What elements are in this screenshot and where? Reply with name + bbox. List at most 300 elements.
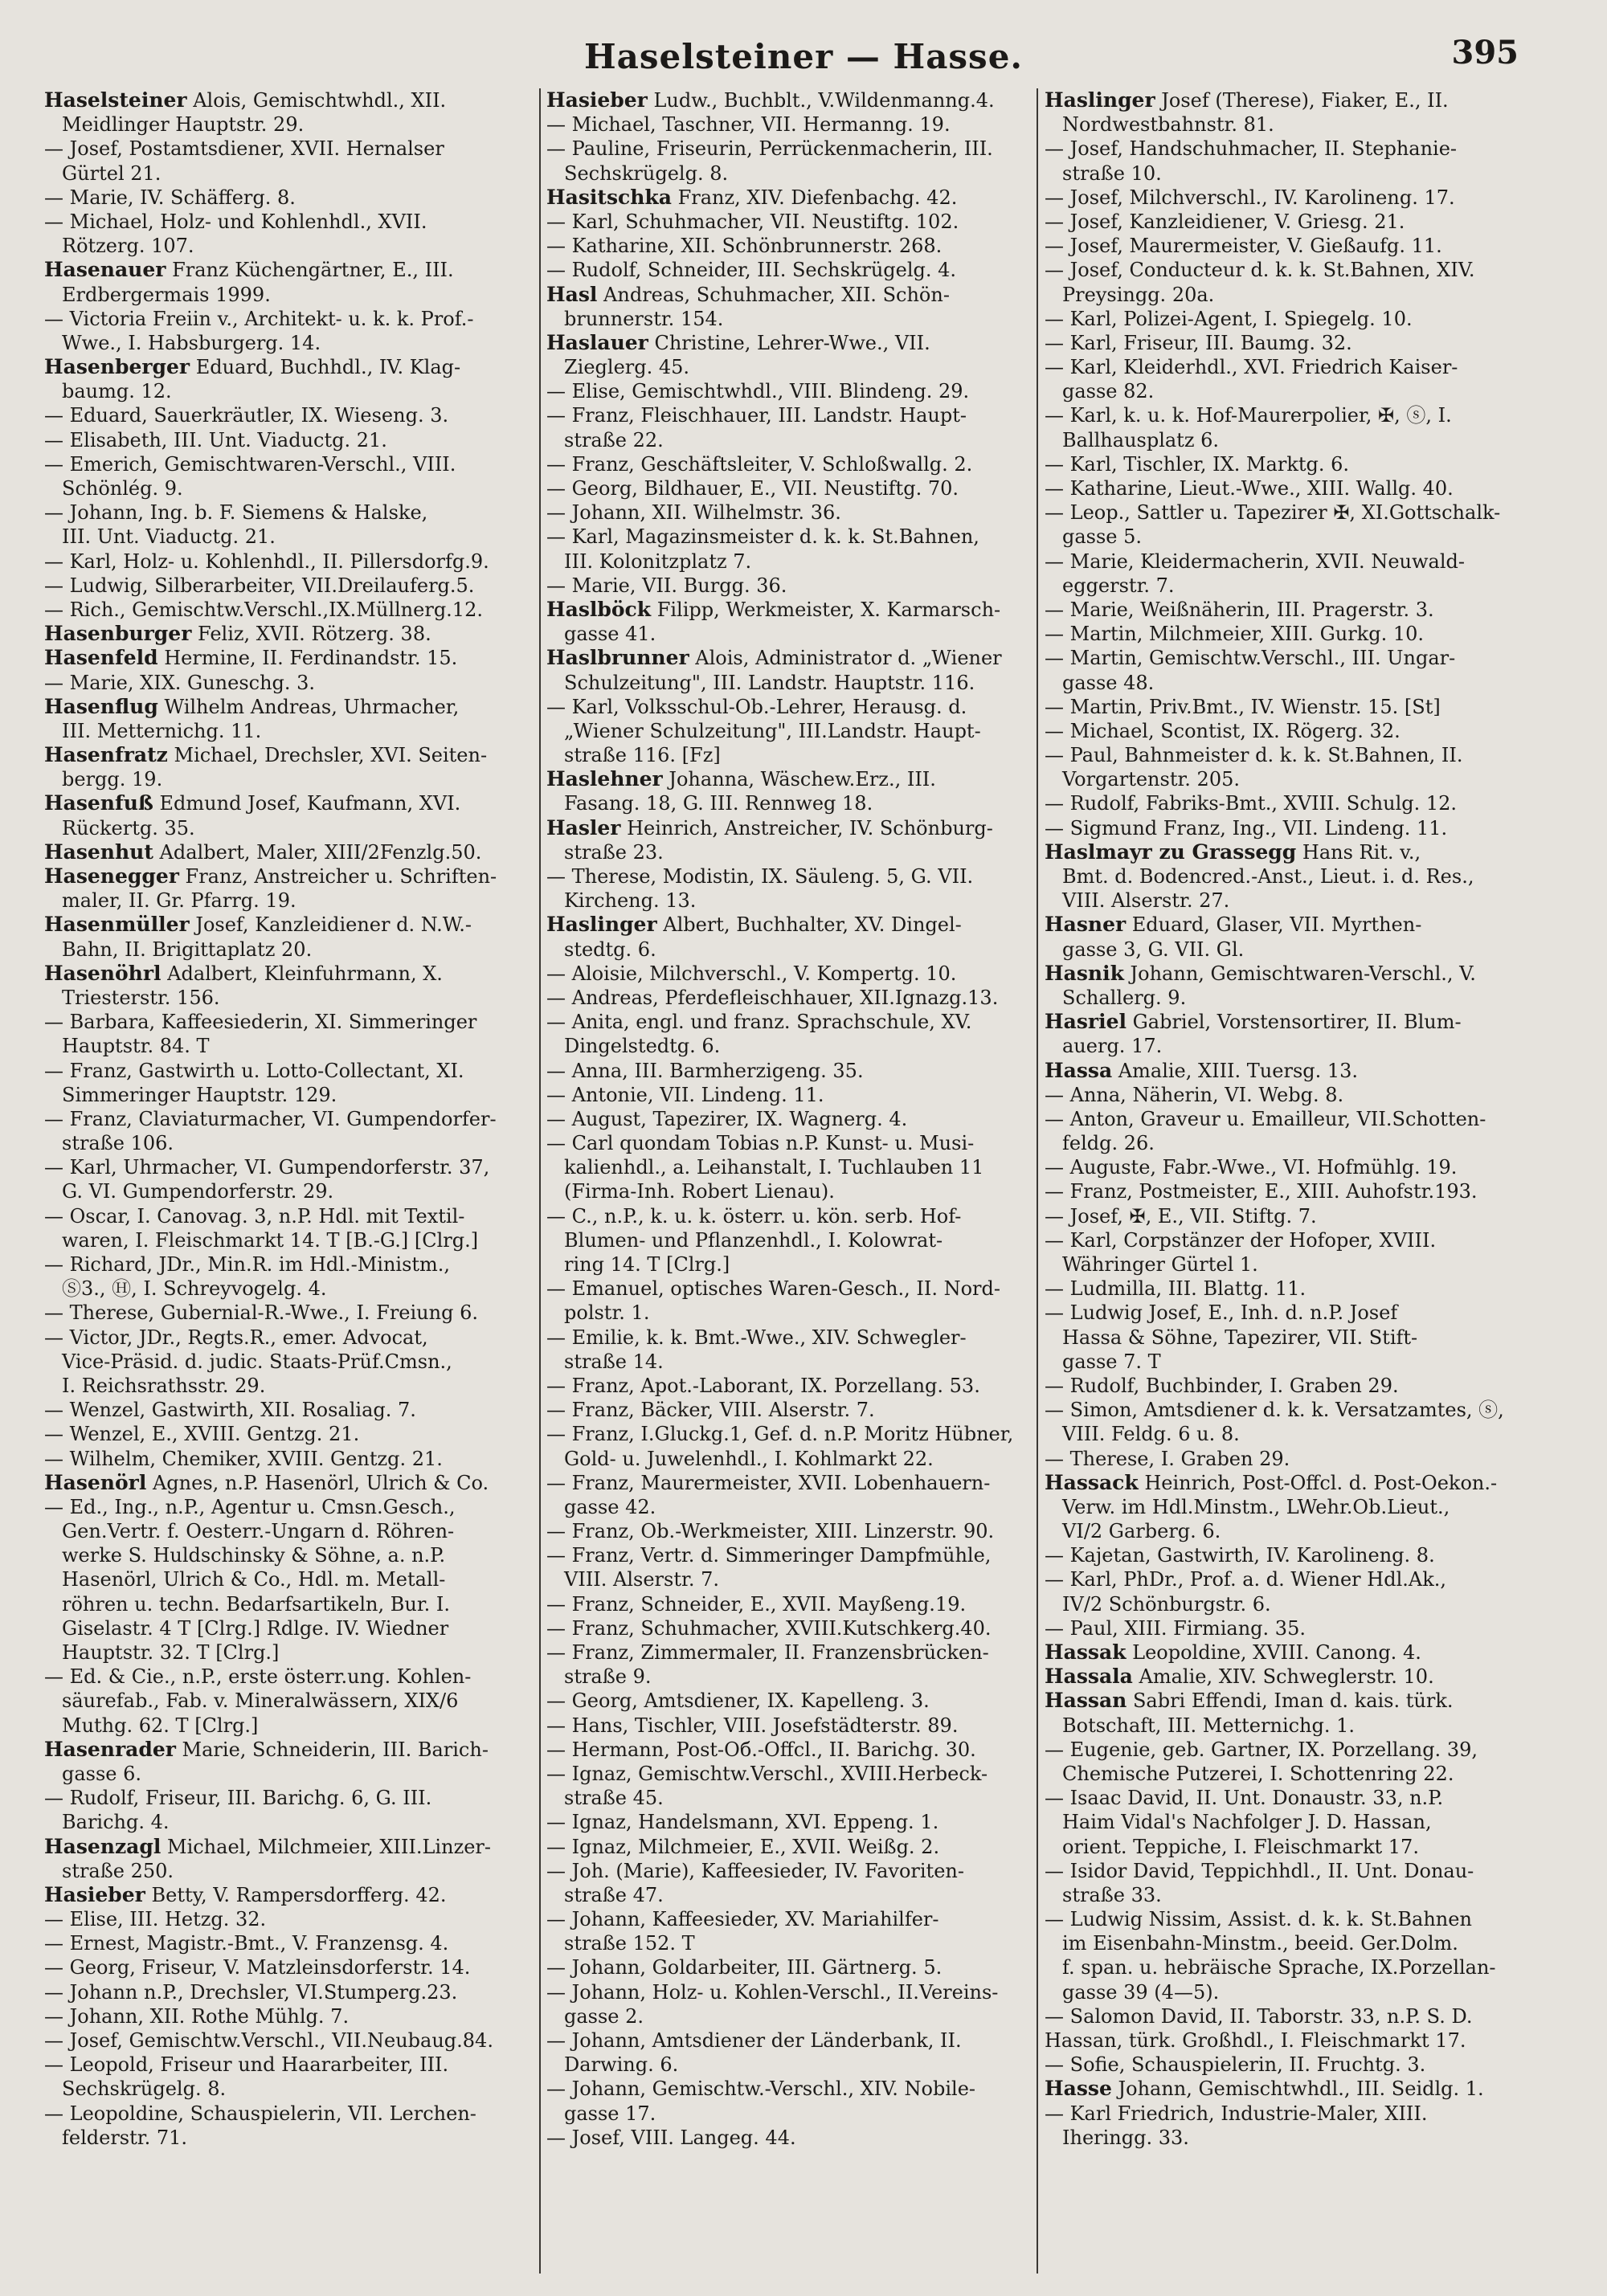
directory-line [44,1301,550,1325]
entry-text: — Auguste, Fabr.-Wwe., VI. Hofmühlg. 19. [1045,1156,1458,1179]
entry-text: — Franz, Schneider, E., XVII. Mayßeng.19. [546,1592,967,1616]
directory-line [1045,574,1551,598]
directory-line [1045,1859,1551,1883]
surname: Hasitschka [546,185,672,209]
directory-line [1045,1301,1551,1325]
page-number: 395 [1451,34,1519,71]
directory-line [1045,1034,1551,1058]
entry-text: Edmund Josef, Kaufmann, XVI. [153,792,461,815]
directory-line [44,719,550,743]
entry-text: Erdbergermais 1999. [62,283,271,306]
entry-text: — Leopold, Friseur und Haararbeiter, III. [44,2053,449,2077]
directory-line [44,1931,550,1955]
entry-text: — Franz, Apot.-Laborant, IX. Porzellang. 53. [546,1374,980,1397]
entry-text: — Eugenie, geb. Gartner, IX. Porzellang. 39, [1045,1738,1478,1761]
entry-text: — Johann, Gemischtw.-Verschl., XIV. Nobile- [546,2077,976,2101]
entry-text: straße 33. [1062,1883,1162,1906]
directory-line [44,379,550,403]
entry-text: Michael, Drechsler, XVI. Seiten- [167,744,488,767]
directory-line [1045,1179,1551,1203]
entry-text: Schallerg. 9. [1062,986,1187,1009]
column-3 [1045,88,1551,2150]
directory-entry-head [44,840,550,864]
directory-entry-head [44,695,550,719]
surname: Haslinger [1045,88,1155,112]
page-title: Haselsteiner — Hasse. [583,37,1024,76]
directory-line [1045,2004,1551,2028]
directory-line [546,1616,1053,1640]
entry-text: — Franz, Fleischhauer, III. Landstr. Haupt- [546,404,967,427]
directory-entry-head [546,598,1053,622]
entry-text: — Pauline, Friseurin, Perrückenmacherin, III. [546,137,993,161]
entry-text: — Franz, Vertr. d. Simmeringer Dampfmühle, [546,1544,992,1567]
entry-text: Albert, Buchhalter, XV. Dingel- [656,913,962,937]
entry-text: — Josef, Postamtsdiener, XVII. Hernalser [44,137,444,161]
surname: Haslehner [546,767,663,791]
directory-line [44,816,550,840]
entry-text: gasse 7. T [1062,1350,1161,1373]
directory-line [1045,1277,1551,1301]
surname: Hasieber [546,88,648,112]
entry-text: — Ernest, Magistr.-Bmt., V. Franzensg. 4. [44,1932,449,1955]
entry-text: — Victoria Freiin v., Architekt- u. k. k. Prof.- [44,307,474,330]
directory-line [44,598,550,622]
directory-line [44,574,550,598]
entry-text: — Johann n.P., Drechsler, VI.Stumperg.23. [44,1980,458,2004]
entry-text: Alois, Administrator d. „Wiener [689,647,1002,670]
entry-text: (Firma-Inh. Robert Lienau). [564,1180,835,1203]
entry-text: eggerstr. 7. [1062,574,1175,597]
entry-text: Christine, Lehrer-Wwe., VII. [648,331,930,354]
entry-text: waren, I. Fleischmarkt 14. T [B.-G.] [Clrg.] [62,1228,479,1252]
entry-text: straße 23. [564,840,664,864]
directory-line [546,379,1053,403]
directory-line [44,1714,550,1738]
directory-line [546,549,1053,574]
directory-line [546,1131,1053,1155]
directory-line [44,525,550,549]
entry-text: gasse 17. [564,2102,656,2125]
entry-text: Agnes, n.P. Hasenörl, Ulrich & Co. [146,1471,489,1494]
directory-entry-head [1045,1689,1551,1713]
entry-text: Simmeringer Hauptstr. 129. [62,1083,337,1106]
directory-line [1045,1616,1551,1640]
directory-line [546,1567,1053,1591]
entry-text: III. Metternichg. 11. [62,719,262,742]
directory-entry-head [1045,913,1551,937]
entry-text: — Katharine, Lieut.-Wwe., XIII. Wallg. 40. [1045,477,1454,500]
directory-line [1045,1567,1551,1591]
directory-line [546,210,1053,234]
directory-line [546,1228,1053,1252]
entry-text: — Karl, Uhrmacher, VI. Gumpendorferstr. 37, [44,1156,490,1179]
directory-line [1045,598,1551,622]
directory-line [44,500,550,525]
surname: Hasenburger [44,622,192,646]
entry-text: gasse 3, G. VII. Gl. [1062,938,1245,961]
directory-line [44,161,550,186]
entry-text: — Antonie, VII. Lindeng. 11. [546,1083,824,1106]
directory-entry-head [546,88,1053,112]
directory-line [1045,1883,1551,1907]
entry-text: — Franz, Postmeister, E., XIII. Auhofstr.193. [1045,1180,1478,1203]
surname: Haselsteiner [44,88,187,112]
directory-line [1045,379,1551,403]
entry-text: Eduard, Buchhdl., IV. Klag- [190,356,461,379]
entry-text: — Johann, Amtsdiener der Länderbank, II. [546,2029,962,2052]
entry-text: Kircheng. 13. [564,889,697,913]
entry-text: straße 10. [1062,161,1162,185]
entry-text: — Ludwig Nissim, Assist. d. k. k. St.Bahnen [1045,1908,1472,1931]
directory-entry-head [546,283,1053,307]
entry-text: Franz Küchengärtner, E., III. [166,259,454,282]
directory-line [1045,816,1551,840]
directory-line [44,1350,550,1374]
directory-line [546,307,1053,331]
directory-line [44,1204,550,1228]
surname: Haslauer [546,330,648,354]
directory-line [1045,1762,1551,1786]
entry-text: Währinger Gürtel 1. [1062,1253,1258,1276]
surname: Haslböck [546,597,652,621]
directory-line [1045,525,1551,549]
directory-entry-head [546,646,1053,670]
entry-text: Hans Rit. v., [1296,840,1421,864]
entry-text: — Georg, Bildhauer, E., VII. Neustiftg. 70. [546,477,959,500]
entry-text: Bmt. d. Bodencred.-Anst., Lieut. i. d. Res., [1062,865,1474,888]
entry-text: — Therese, Gubernial-R.-Wwe., I. Freiung 6. [44,1301,478,1325]
surname: Hasieber [44,1882,145,1906]
surname: Hasenzagl [44,1834,162,1858]
directory-line [1045,307,1551,331]
directory-line [44,1252,550,1277]
entry-text: Wwe., I. Habsburgerg. 14. [62,331,321,354]
entry-text: straße 47. [564,1883,664,1906]
directory-line [44,1059,550,1083]
directory-entry-head [44,1883,550,1907]
directory-line [1045,355,1551,379]
directory-entry-head [44,258,550,282]
entry-text: — Paul, XIII. Firmiang. 35. [1045,1616,1306,1640]
entry-text: — Karl, Corpstänzer der Hofoper, XVIII. [1045,1228,1437,1252]
directory-line [1045,1592,1551,1616]
directory-line [546,2053,1053,2077]
entry-text: Iheringg. 33. [1062,2126,1189,2149]
entry-text: — Marie, IV. Schäfferg. 8. [44,186,296,209]
entry-text: Rötzerg. 107. [62,235,194,258]
entry-text: — Johann, Goldarbeiter, III. Gärtnerg. 5. [546,1956,943,1979]
directory-line [546,791,1053,815]
entry-text: — Emerich, Gemischtwaren-Verschl., VIII. [44,452,456,476]
entry-text: Darwing. 6. [564,2053,679,2077]
entry-text: säurefab., Fab. v. Mineralwässern, XIX/6 [62,1689,459,1713]
entry-text: — Rudolf, Friseur, III. Barichg. 6, G. III. [44,1787,432,1810]
entry-text: — Emanuel, optisches Waren-Gesch., II. Nord- [546,1277,1000,1301]
surname: Hasse [1045,2077,1112,2101]
entry-text: Betty, V. Rampersdorfferg. 42. [145,1883,447,1906]
directory-line [1045,1131,1551,1155]
entry-text: — Karl, k. u. k. Hof-Maurerpolier, ✠, ⓢ, I. [1045,404,1452,427]
entry-text: — August, Tapezirer, IX. Wagnerg. 4. [546,1107,908,1130]
directory-entry-head [44,1738,550,1762]
entry-text: Eduard, Glaser, VII. Myrthen- [1126,913,1422,937]
entry-text: Bahn, II. Brigittaplatz 20. [62,938,313,961]
page-header [0,31,1607,79]
entry-text: — Franz, Claviaturmacher, VI. Gumpendorfer- [44,1107,497,1130]
entry-text: Gold- u. Juwelenhdl., I. Kohlmarkt 22. [564,1447,934,1470]
directory-line [546,671,1053,695]
directory-line [1045,791,1551,815]
directory-line [1045,986,1551,1010]
entry-text: Leopoldine, XVIII. Canong. 4. [1126,1641,1421,1664]
entry-text: — Josef, Conducteur d. k. k. St.Bahnen, XIV. [1045,259,1475,282]
surname: Hasenörl [44,1470,147,1494]
directory-line [546,355,1053,379]
surname: Hasenfeld [44,646,158,670]
entry-text: Wilhelm Andreas, Uhrmacher, [157,695,460,718]
directory-line [44,1083,550,1107]
directory-line [546,234,1053,258]
directory-line [546,622,1053,646]
directory-line [44,1155,550,1179]
entry-text: — Ignaz, Handelsmann, XVI. Eppeng. 1. [546,1811,939,1834]
entry-text: — Wenzel, E., XVIII. Gentzg. 21. [44,1423,360,1446]
entry-text: Ballhausplatz 6. [1062,428,1219,451]
directory-entry-head [44,864,550,889]
directory-line [1045,622,1551,646]
entry-text: — Karl, PhDr., Prof. a. d. Wiener Hdl.Ak., [1045,1568,1447,1591]
entry-text: — Franz, Geschäftsleiter, V. Schloßwallg. 2. [546,452,973,476]
entry-text: — Karl, Polizei-Agent, I. Spiegelg. 10. [1045,307,1413,330]
entry-text: Franz, Anstreicher u. Schriften- [178,865,497,888]
entry-text: ring 14. T [Clrg.] [564,1253,730,1276]
directory-line [44,2028,550,2053]
entry-text: — Ignaz, Gemischtw.Verschl., XVIII.Herbeck- [546,1762,988,1785]
entry-text: Chemische Putzerei, I. Schottenring 22. [1062,1762,1454,1785]
entry-text: straße 116. [Fz] [564,744,721,767]
directory-line [1045,1398,1551,1422]
directory-line [44,283,550,307]
directory-line [44,1495,550,1519]
entry-text: Adalbert, Maler, XIII/2Fenzlg.50. [153,840,482,864]
directory-line [1045,1786,1551,1810]
entry-text: — Franz, Maurermeister, XVII. Lobenhauern- [546,1471,991,1494]
entry-text: Schönlég. 9. [62,477,183,500]
entry-text: — Martin, Milchmeier, XIII. Gurkg. 10. [1045,623,1424,646]
entry-text: — Andreas, Pferdefleischhauer, XII.Ignazg.13. [546,986,999,1009]
entry-text: Sabri Effendi, Iman d. kais. türk. [1127,1689,1454,1713]
directory-line [44,1592,550,1616]
directory-line [1045,1980,1551,2004]
directory-line [44,2102,550,2126]
directory-line [1045,1738,1551,1762]
entry-text: VI/2 Garberg. 6. [1062,1520,1221,1543]
entry-text: — Barbara, Kaffeesiederin, XI. Simmeringer [44,1011,477,1034]
directory-line [44,2077,550,2101]
entry-text: Heinrich, Anstreicher, IV. Schönburg- [620,816,993,840]
surname: Hassan [1045,1689,1127,1713]
directory-line [546,1738,1053,1762]
directory-line [546,1059,1053,1083]
entry-text: Gürtel 21. [62,161,162,185]
entry-text: — Josef, Kanzleidiener, V. Griesg. 21. [1045,210,1405,233]
directory-line [44,1447,550,1471]
directory-line [546,986,1053,1010]
entry-text: — Rich., Gemischtw.Verschl.,IX.Müllnerg.12. [44,598,483,621]
entry-text: Filipp, Werkmeister, X. Karmarsch- [651,598,1001,621]
directory-line [1045,695,1551,719]
directory-line [44,1907,550,1931]
directory-line [44,1640,550,1665]
directory-line [44,403,550,427]
directory-line [44,1689,550,1713]
directory-line [44,1374,550,1398]
directory-line [1045,2126,1551,2150]
entry-text: — Karl, Friseur, III. Baumg. 32. [1045,331,1352,354]
directory-line [1045,1228,1551,1252]
surname: Haslmayr zu Grassegg [1045,840,1297,864]
surname: Hasenöhrl [44,961,162,985]
entry-text: Feliz, XVII. Rötzerg. 38. [191,623,431,646]
directory-line [546,1471,1053,1495]
directory-line [1045,1155,1551,1179]
directory-line [44,549,550,574]
directory-line [546,1980,1053,2004]
entry-text: — Anna, III. Barmherzigeng. 35. [546,1059,864,1082]
directory-line [1045,137,1551,161]
directory-line [44,331,550,355]
entry-text: — Ludwig, Silberarbeiter, VII.Dreilauferg.5. [44,574,475,597]
directory-line [546,1907,1053,1931]
entry-text: gasse 39 (4—5). [1062,1980,1220,2004]
directory-line [546,500,1053,525]
directory-line [44,1131,550,1155]
entry-text: — Josef, Gemischtw.Verschl., VII.Neubaug.84. [44,2029,493,2052]
entry-text: — Karl, Volksschul-Ob.-Lehrer, Herausg. d. [546,695,967,718]
directory-entry-head [44,1835,550,1859]
directory-line [1045,112,1551,137]
entry-text: bergg. 19. [62,768,163,791]
entry-text: — Leopoldine, Schauspielerin, VII. Lerchen- [44,2102,476,2125]
entry-text: Ludw., Buchblt., V.Wildenmanng.4. [647,89,995,112]
directory-line [546,1155,1053,1179]
entry-text: Johann, Gemischtwaren-Verschl., V. [1123,962,1476,985]
entry-text: Michael, Milchmeier, XIII.Linzer- [161,1835,491,1858]
entry-text: Josef, Kanzleidiener d. N.W.- [189,913,472,937]
directory-line [44,112,550,137]
directory-line [1045,767,1551,791]
directory-line [546,1762,1053,1786]
entry-text: straße 45. [564,1787,664,1810]
surname: Haslbrunner [546,646,689,670]
directory-line [546,525,1053,549]
entry-text: Rückertg. 35. [62,816,195,840]
directory-line [44,1980,550,2004]
directory-line [44,234,550,258]
entry-text: VIII. Alserstr. 7. [564,1568,719,1591]
entry-text: — Johann, XII. Wilhelmstr. 36. [546,501,841,525]
directory-line [44,1519,550,1543]
entry-text: — Ignaz, Milchmeier, E., XVII. Weißg. 2. [546,1835,940,1858]
entry-text: — Wilhelm, Chemiker, XVIII. Gentzg. 21. [44,1447,443,1470]
directory-line [44,428,550,452]
entry-text: Preysingg. 20a. [1062,283,1215,306]
entry-text: feldg. 26. [1062,1132,1155,1155]
entry-text: stedtg. 6. [564,938,656,961]
entry-text: — Franz, Schuhmacher, XVIII.Kutschkerg.40. [546,1616,992,1640]
entry-text: im Eisenbahn-Minstm., beeid. Ger.Dolm. [1062,1932,1458,1955]
entry-text: Gen.Vertr. f. Oesterr.-Ungarn d. Röhren- [62,1520,455,1543]
directory-line [546,1835,1053,1859]
entry-text: — Ed., Ing., n.P., Agentur u. Cmsn.Gesch., [44,1495,456,1518]
directory-line [1045,2053,1551,2077]
entry-text: — Johann, Kaffeesieder, XV. Mariahilfer- [546,1908,939,1931]
entry-text: gasse 82. [1062,380,1155,403]
directory-line [44,1543,550,1567]
entry-text: Franz, XIV. Diefenbachg. 42. [671,186,958,209]
directory-entry-head [1045,1471,1551,1495]
directory-line [546,1519,1053,1543]
directory-line [546,1107,1053,1131]
directory-line [44,671,550,695]
entry-text: — Marie, XIX. Guneschg. 3. [44,671,316,694]
directory-line [546,1495,1053,1519]
directory-line [44,1107,550,1131]
directory-line [546,161,1053,186]
entry-text: — Joh. (Marie), Kaffeesieder, IV. Favoriten- [546,1859,964,1882]
directory-entry-head [44,1471,550,1495]
directory-line [546,1301,1053,1325]
directory-line [546,1543,1053,1567]
directory-line [44,1179,550,1203]
directory-line [1045,452,1551,476]
entry-text: — Therese, Modistin, IX. Säuleng. 5, G. VII. [546,865,974,888]
entry-text: — Eduard, Sauerkräutler, IX. Wieseng. 3. [44,404,449,427]
entry-text: — Johann, XII. Rothe Mühlg. 7. [44,2004,350,2028]
entry-text: brunnerstr. 154. [564,307,724,330]
entry-text: — Katharine, XII. Schönbrunnerstr. 268. [546,235,943,258]
entry-text: — Wenzel, Gastwirth, XII. Rosaliag. 7. [44,1399,416,1422]
surname: Hasenfuß [44,791,153,815]
directory-line [546,1640,1053,1665]
directory-line [546,1179,1053,1203]
entry-text: Dingelstedtg. 6. [564,1035,721,1058]
directory-line [44,1810,550,1834]
directory-line [1045,1252,1551,1277]
entry-text: gasse 41. [564,623,656,646]
directory-line [1045,889,1551,913]
directory-line [44,1398,550,1422]
entry-text: Gabriel, Vorstensortirer, II. Blum- [1126,1011,1462,1034]
directory-entry-head [1045,1059,1551,1083]
directory-line [1045,283,1551,307]
entry-text: — Franz, Bäcker, VIII. Alserstr. 7. [546,1399,875,1422]
entry-text: orient. Teppiche, I. Fleischmarkt 17. [1062,1835,1419,1858]
surname: Hasenhut [44,840,153,864]
entry-text: Schulzeitung", III. Landstr. Hauptstr. 116. [564,671,975,694]
directory-entry-head [44,743,550,767]
directory-entry-head [546,186,1053,210]
directory-line [546,258,1053,282]
directory-line [1045,1810,1551,1834]
directory-line [546,112,1053,137]
directory-line [1045,1714,1551,1738]
entry-text: — Rudolf, Buchbinder, I. Graben 29. [1045,1374,1399,1397]
directory-line [546,1422,1053,1446]
entry-text: G. VI. Gumpendorferstr. 29. [62,1180,334,1203]
entry-text: — Richard, JDr., Min.R. im Hdl.-Ministm., [44,1253,451,1276]
directory-line [44,1034,550,1058]
